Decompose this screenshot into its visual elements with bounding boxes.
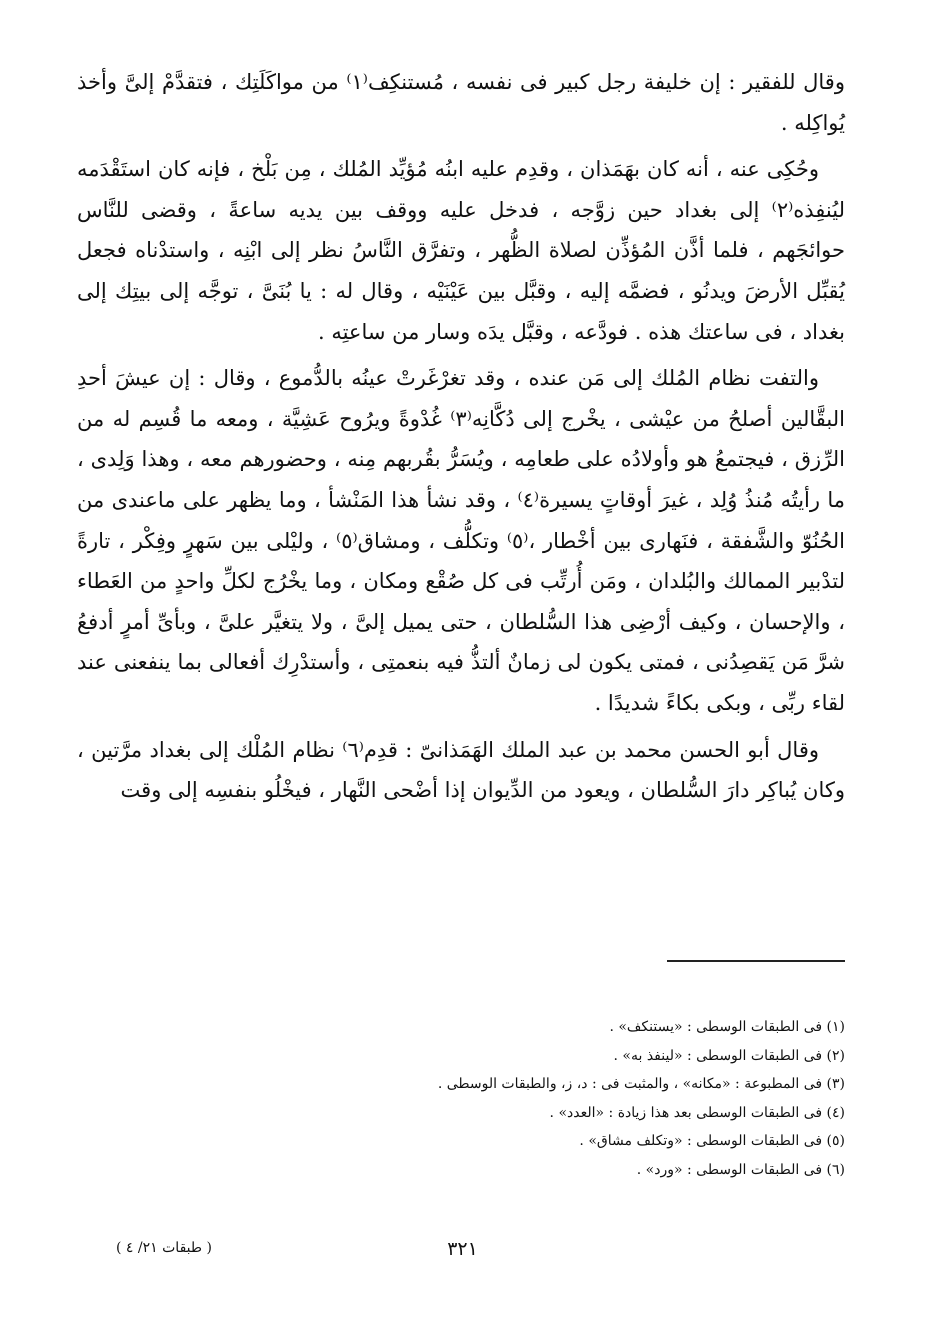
paragraph-4: وقال أبو الحسن محمد بن عبد الملك الهَمَذانىّ : قدِم⁽٦⁾ نظام المُلْك إلى بغداد مرَّتين ، وكان يُباكِر دارَ السُّلطان ، ويعود من الدِّيوان إذا أضْحى النَّهار ، فيخْلُو بنفسِه إلى وقت — [77, 737, 845, 803]
paragraph-1: وقال للفقير : إن خليفة رجل كبير فى نفسه ، مُستنكِف⁽١⁾ من مواكَلَتِك ، فتقدَّمْ إلىَّ وأخذ يُواكِله . — [77, 70, 845, 135]
footnote-4: (٤) فى الطبقات الوسطى بعد هذا زيادة : «العدد» . — [549, 1104, 845, 1121]
footnote-separator — [667, 960, 845, 962]
footnotes-list — [77, 1013, 845, 1184]
page-number: ٣٢١ — [447, 1238, 478, 1260]
main-text — [77, 62, 845, 817]
footnote-1: (١) فى الطبقات الوسطى : «يستنكف» . — [609, 1019, 845, 1035]
printer-signature: ( طبقات ٢١/ ٤ ) — [116, 1240, 212, 1256]
footnote-6: (٦) فى الطبقات الوسطى : «ورد» . — [636, 1161, 845, 1178]
paragraph-3: والتفت نظام المُلك إلى مَن عنده ، وقد تغرْغَرتْ عينُه بالدُّموع ، وقال : إن عيشَ أحدِ البقَّالين أصلحُ من عيْشى ، يخْرج إلى دُكَّانِه⁽٣⁾ غُدْوةً ويرُوح عَشِيَّة ، ومعه ما قُسِم له من الرِّزق ، فيجتمعُ هو وأولادُه على طعامِه ، ويُسَرُّ بقُربهم مِنه ، وحضورهم معه ، وهذا وَلِدى ، ما رأيتُه مُنذُ وُلِد ، غيرَ أوقاتٍ يسيرة⁽٤⁾ ، وقد نشأ هذا المَنْشأ ، وما يظهر على ماعندى من الحُنُوّ والشَّفقة ، فنَهارى بين أخْطار ،⁽٥⁾ وتكلُّف ، ومشاق⁽٥⁾ ، وليْلى بين سَهرٍ وفِكْر ، تارةً لتدْبير الممالك والبُلدان ، ومَن أُرتِّب فى كل صُقْع ومكان ، وما يخْرُج لكلِّ واحدٍ من العَطاء ، والإحسان ، وكيف أرْضِى هذا السُّلطان ، حتى يميل إلىَّ ، ولا يتغيَّر علىَّ ، وبأىِّ أمرٍ أدفعُ شرَّ مَن يَقصِدُنى ، فمتى يكون لى زمانٌ ألتذُّ فيه بنعمتِى ، وأستدْرِك أفعالى بما ينفعنى عند لقاء ربِّى ، وبكى بكاءً شديدًا . — [77, 366, 846, 715]
footnote-5: (٥) فى الطبقات الوسطى : «وتكلف مشاق» . — [579, 1133, 845, 1149]
footnote-2: (٢) فى الطبقات الوسطى : «لينفذ به» . — [613, 1047, 845, 1064]
footnote-3: (٣) فى المطبوعة : «مكانه» ، والمثبت فى : د، ز، والطبقات الوسطى . — [437, 1076, 845, 1092]
paragraph-2: وحُكِى عنه ، أنه كان بهَمَذان ، وقدِم عليه ابنُه مُؤيِّد المُلك ، مِن بَلْخ ، فإنه كان استَقْدَمه ليُنفِذه⁽٢⁾ إلى بغداد حين زوَّجه ، فدخل عليه ووقف بين يديه ساعةً ، وقضى للنَّاس حوائجَهم ، فلما أذَّن المُؤذِّن لصلاة الظُّهر ، وتفرَّق النَّاسُ نظر إلى ابْنِه ، واستدْناه فجعل يُقبِّل الأرضَ ويدنُو ، فضمَّه إليه ، وقبَّل بين عَيْنَيْه ، وقال له : يا بُنَىَّ ، توجَّه إلى بيتِك إلى بغداد ، فى ساعتك هذه . فودَّعه ، وقبَّل يدَه وسار من ساعتِه . — [77, 157, 845, 344]
